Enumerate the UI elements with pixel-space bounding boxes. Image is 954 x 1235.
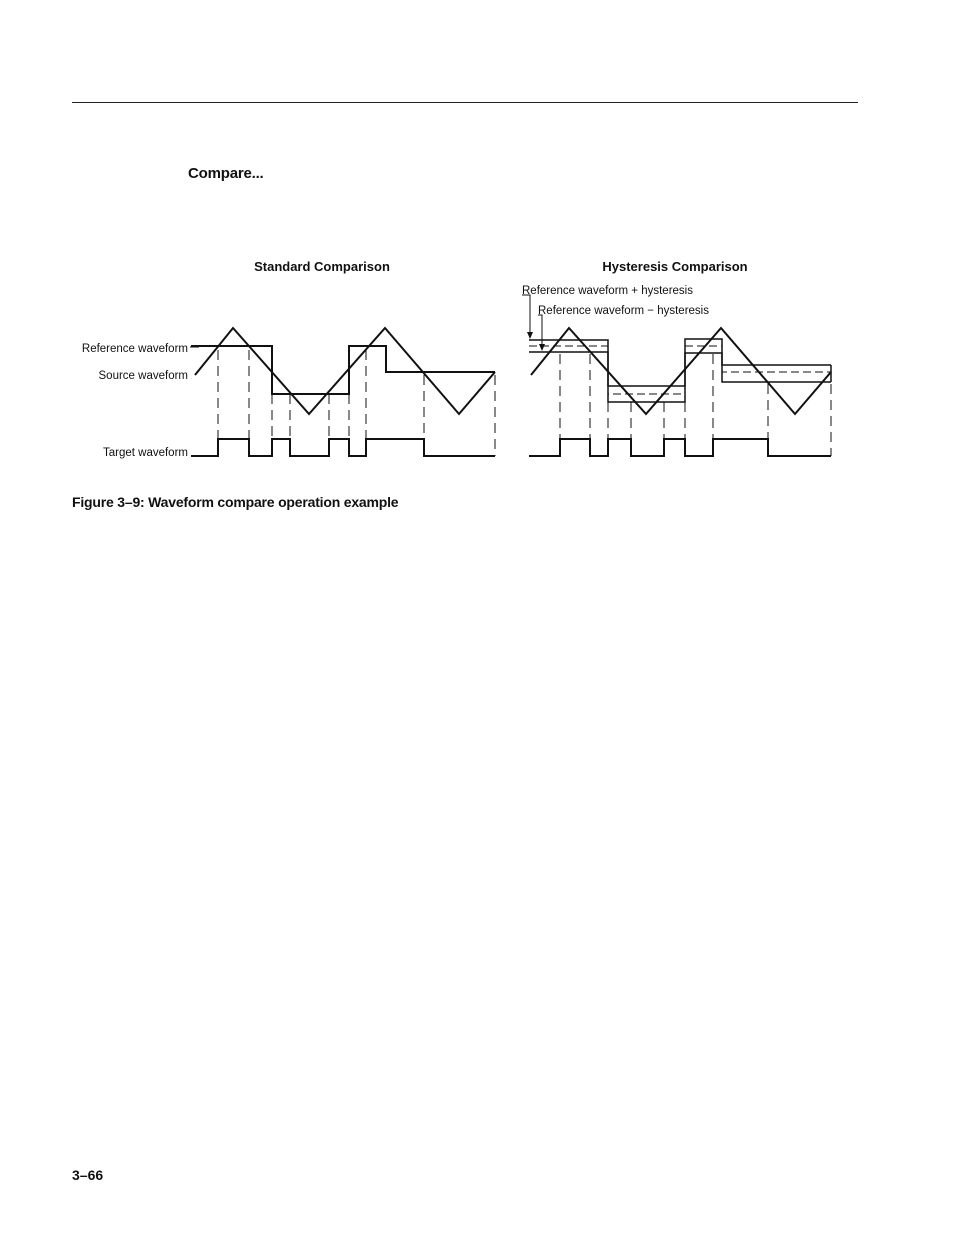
figure-caption: Figure 3–9: Waveform compare operation example xyxy=(72,494,399,510)
hysteresis-comparison-title: Hysteresis Comparison xyxy=(602,259,748,274)
hys-callout-leaders xyxy=(522,295,542,346)
page-number: 3–66 xyxy=(72,1167,104,1183)
hys-reference-waveform xyxy=(529,346,831,394)
reference-minus-hysteresis-label: Reference waveform − hysteresis xyxy=(538,305,709,317)
reference-waveform-label: Reference waveform xyxy=(81,343,188,355)
target-waveform-label: Target waveform xyxy=(102,447,188,459)
hys-band-outlines xyxy=(529,339,831,402)
section-title: Compare... xyxy=(188,165,264,182)
std-reference-waveform xyxy=(191,346,495,394)
std-dashed-guides xyxy=(218,350,495,456)
std-target-waveform xyxy=(191,439,495,456)
waveform-figure xyxy=(0,240,954,475)
header-rule xyxy=(72,102,858,103)
hys-source-waveform xyxy=(531,328,831,414)
hys-dashed-guides xyxy=(560,354,831,456)
standard-comparison-title: Standard Comparison xyxy=(254,259,390,274)
reference-plus-hysteresis-label: Reference waveform + hysteresis xyxy=(522,285,693,297)
source-waveform-label: Source waveform xyxy=(98,370,188,382)
hys-target-waveform xyxy=(529,439,831,456)
